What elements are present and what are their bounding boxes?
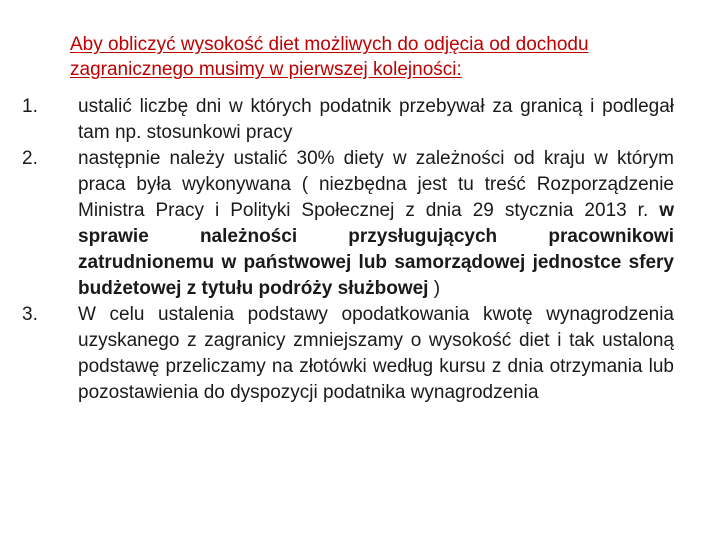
list-item — [22, 302, 674, 406]
list-item — [22, 94, 674, 146]
list-item — [22, 146, 674, 302]
numbered-list — [22, 94, 674, 406]
list-number: 2. — [22, 148, 38, 169]
list-number: 1. — [22, 96, 38, 117]
list-item-text: W celu ustalenia podstawy opodatkowania kwotę wynagrodzenia uzyskanego z zagranicy zmniejszamy o wysokość diet i tak ustaloną podstawę przeliczamy na złotówki według kursu z dnia otrzymania lub pozostawienia do dyspozycji podatnika wynagrodzenia — [78, 304, 674, 403]
regulation-title: w sprawie należności przysługujących pracownikowi zatrudnionemu w państwowej lub samorządowej jednostce sfery budżetowej z tytułu podróży służbowej — [78, 200, 674, 299]
intro-heading: Aby obliczyć wysokość diet możliwych do odjęcia od dochodu zagranicznego musimy w pierwszej kolejności: — [70, 34, 589, 80]
list-item-text: ustalić liczbę dni w których podatnik przebywał za granicą i podlegał tam np. stosunkowi pracy — [78, 96, 674, 143]
list-item-text-end: ) — [428, 278, 441, 299]
list-number: 3. — [22, 304, 38, 325]
list-item-text: następnie należy ustalić 30% diety w zależności od kraju w którym praca była wykonywana ( niezbędna jest tu treść Rozporządzenie Ministra Pracy i Polityki Społecznej z dnia 29 stycznia 2013 r. — [78, 148, 674, 221]
